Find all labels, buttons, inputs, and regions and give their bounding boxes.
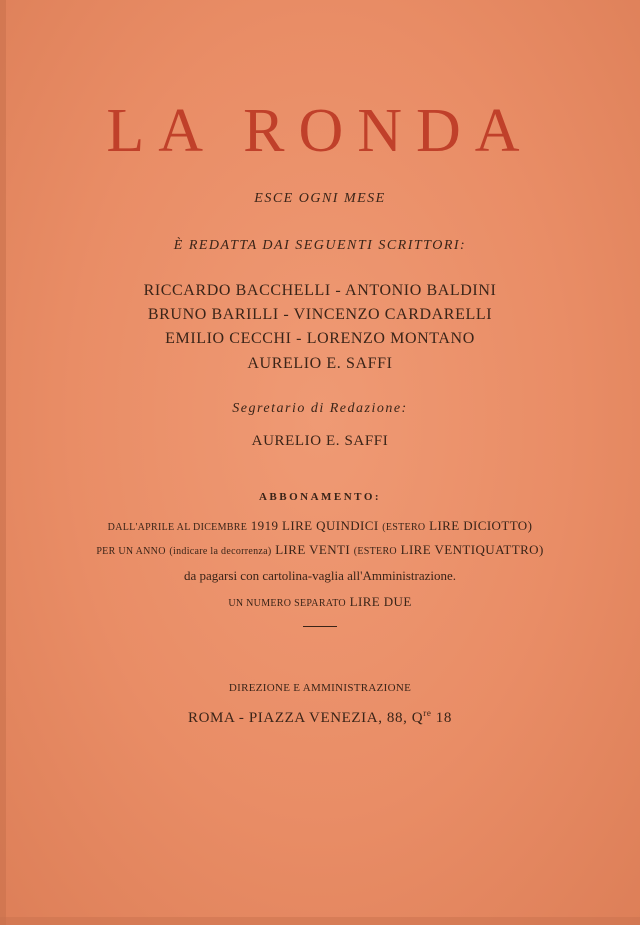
subscription-line-1 xyxy=(0,519,640,533)
secretary-label: Segretario di Redazione: xyxy=(232,401,408,416)
price-year-italy: LIRE VENTI xyxy=(275,542,351,557)
address-number: 18 xyxy=(431,710,453,726)
subscription-line-2 xyxy=(0,543,640,557)
frequency-line: ESCE OGNI MESE xyxy=(254,191,386,206)
writers-heading: È REDATTA DAI SEGUENTI SCRITTORI: xyxy=(173,238,467,253)
address-line xyxy=(0,709,640,726)
paper-edge-bottom xyxy=(0,917,640,925)
writers-line-1: RICCARDO BACCHELLI - ANTONIO BALDINI xyxy=(143,282,497,299)
abroad-label-2: (ESTERO xyxy=(353,546,397,557)
price-year-abroad: LIRE VENTIQUATTRO) xyxy=(400,542,544,557)
writers-line-2: BRUNO BARILLI - VINCENZO CARDARELLI xyxy=(147,306,493,323)
start-note: (indicare la decorrenza) xyxy=(169,546,272,557)
subscription-heading: ABBONAMENTO: xyxy=(258,491,382,503)
single-issue-line xyxy=(0,595,640,609)
address-sup: re xyxy=(423,708,432,718)
single-issue-price: LIRE DUE xyxy=(349,594,412,609)
price-abroad: LIRE DICIOTTO) xyxy=(429,518,533,533)
magazine-title: LA RONDA xyxy=(106,97,534,165)
per-year-text: PER UN ANNO xyxy=(96,546,166,557)
payment-note: da pagarsi con cartolina-vaglia all'Amministrazione. xyxy=(184,568,456,583)
single-issue-label: UN NUMERO SEPARATO xyxy=(228,598,346,609)
price-italy: 1919 LIRE QUINDICI xyxy=(250,518,379,533)
period-text: DALL'APRILE AL DICEMBRE xyxy=(107,522,248,533)
writers-line-4: AURELIO E. SAFFI xyxy=(247,355,393,372)
writers-line-3: EMILIO CECCHI - LORENZO MONTANO xyxy=(165,330,475,347)
secretary-name: AURELIO E. SAFFI xyxy=(251,433,389,449)
address-main: ROMA - PIAZZA VENEZIA, 88, Q xyxy=(187,710,424,726)
address-heading: DIREZIONE E AMMINISTRAZIONE xyxy=(228,682,412,694)
abroad-label: (ESTERO xyxy=(382,522,426,533)
divider-rule xyxy=(303,626,337,627)
